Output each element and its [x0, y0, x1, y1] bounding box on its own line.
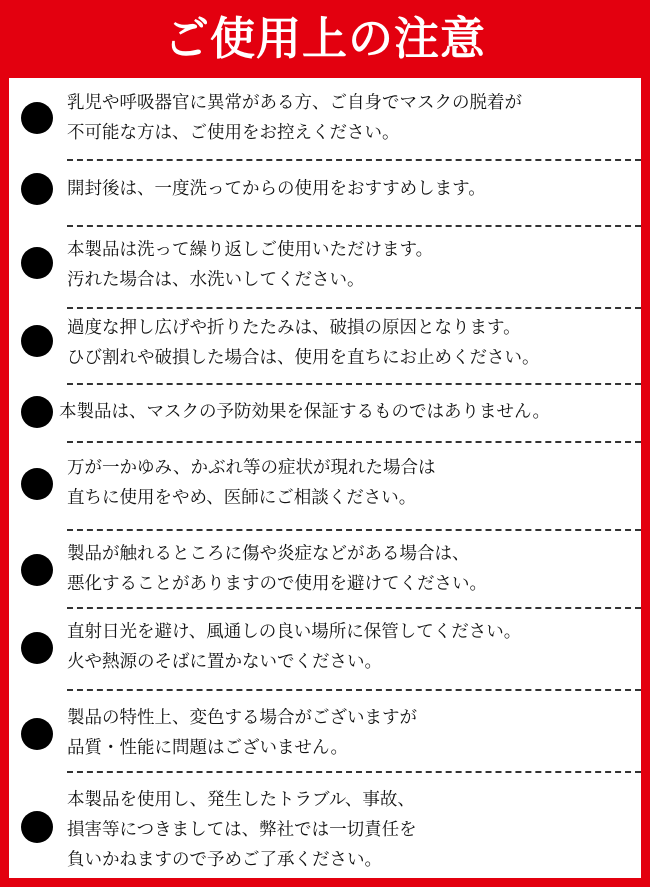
- page-title: ご使用上の注意: [0, 0, 650, 78]
- bullet-icon: [21, 811, 53, 843]
- item-text: [67, 174, 641, 204]
- item-text: [59, 397, 633, 427]
- item-text: [67, 703, 641, 763]
- item-text: [67, 88, 641, 148]
- item-line: 負いかねますので予めご了承ください。: [67, 850, 382, 870]
- bullet-icon: [21, 102, 53, 134]
- item-text: [67, 617, 641, 677]
- bullet-icon: [21, 325, 53, 357]
- bullet-icon: [21, 718, 53, 750]
- item-line: 汚れた場合は、水洗いしてください。: [67, 270, 365, 290]
- divider: [67, 529, 641, 531]
- item-text: [67, 539, 641, 599]
- item-line: 過度な押し広げや折りたたみは、破損の原因となります。: [67, 318, 521, 338]
- divider: [67, 771, 641, 773]
- bullet-icon: [21, 468, 53, 500]
- item-line: 直ちに使用をやめ、医師にご相談ください。: [67, 488, 417, 508]
- item-line: 製品の特性上、変色する場合がございますが: [67, 708, 417, 728]
- item-line: 本製品は洗って繰り返しご使用いただけます。: [67, 240, 434, 260]
- item-text: [67, 313, 641, 373]
- divider: [67, 225, 641, 227]
- item-line: 開封後は、一度洗ってからの使用をおすすめします。: [67, 179, 486, 199]
- item-line: 直射日光を避け、風通しの良い場所に保管してください。: [67, 622, 522, 642]
- item-text: [67, 235, 641, 295]
- item-line: 本製品は、マスクの予防効果を保証するものではありません。: [59, 402, 551, 422]
- item-line: 本製品を使用し、発生したトラブル、事故、: [67, 790, 415, 810]
- bullet-icon: [21, 632, 53, 664]
- item-line: 品質・性能に問題はございません。: [67, 738, 349, 758]
- bullet-icon: [21, 554, 53, 586]
- item-line: 火や熱源のそばに置かないでください。: [67, 652, 382, 672]
- bullet-icon: [21, 173, 53, 205]
- item-text: [67, 785, 641, 875]
- item-line: ひび割れや破損した場合は、使用を直ちにお止めください。: [67, 348, 540, 368]
- item-line: 不可能な方は、ご使用をお控えください。: [67, 123, 400, 143]
- bullet-icon: [21, 396, 53, 428]
- item-text: [67, 453, 641, 513]
- divider: [67, 607, 641, 609]
- divider: [67, 383, 641, 385]
- bullet-icon: [21, 247, 53, 279]
- item-line: 損害等につきましては、弊社では一切責任を: [67, 820, 417, 840]
- divider: [67, 159, 641, 161]
- divider: [67, 307, 641, 309]
- divider: [67, 689, 641, 691]
- divider: [67, 441, 641, 443]
- item-line: 万が一かゆみ、かぶれ等の症状が現れた場合は: [67, 458, 436, 478]
- item-line: 製品が触れるところに傷や炎症などがある場合は、: [67, 544, 470, 564]
- item-line: 乳児や呼吸器官に異常がある方、ご自身でマスクの脱着が: [67, 93, 522, 113]
- item-line: 悪化することがありますので使用を避けてください。: [67, 574, 487, 594]
